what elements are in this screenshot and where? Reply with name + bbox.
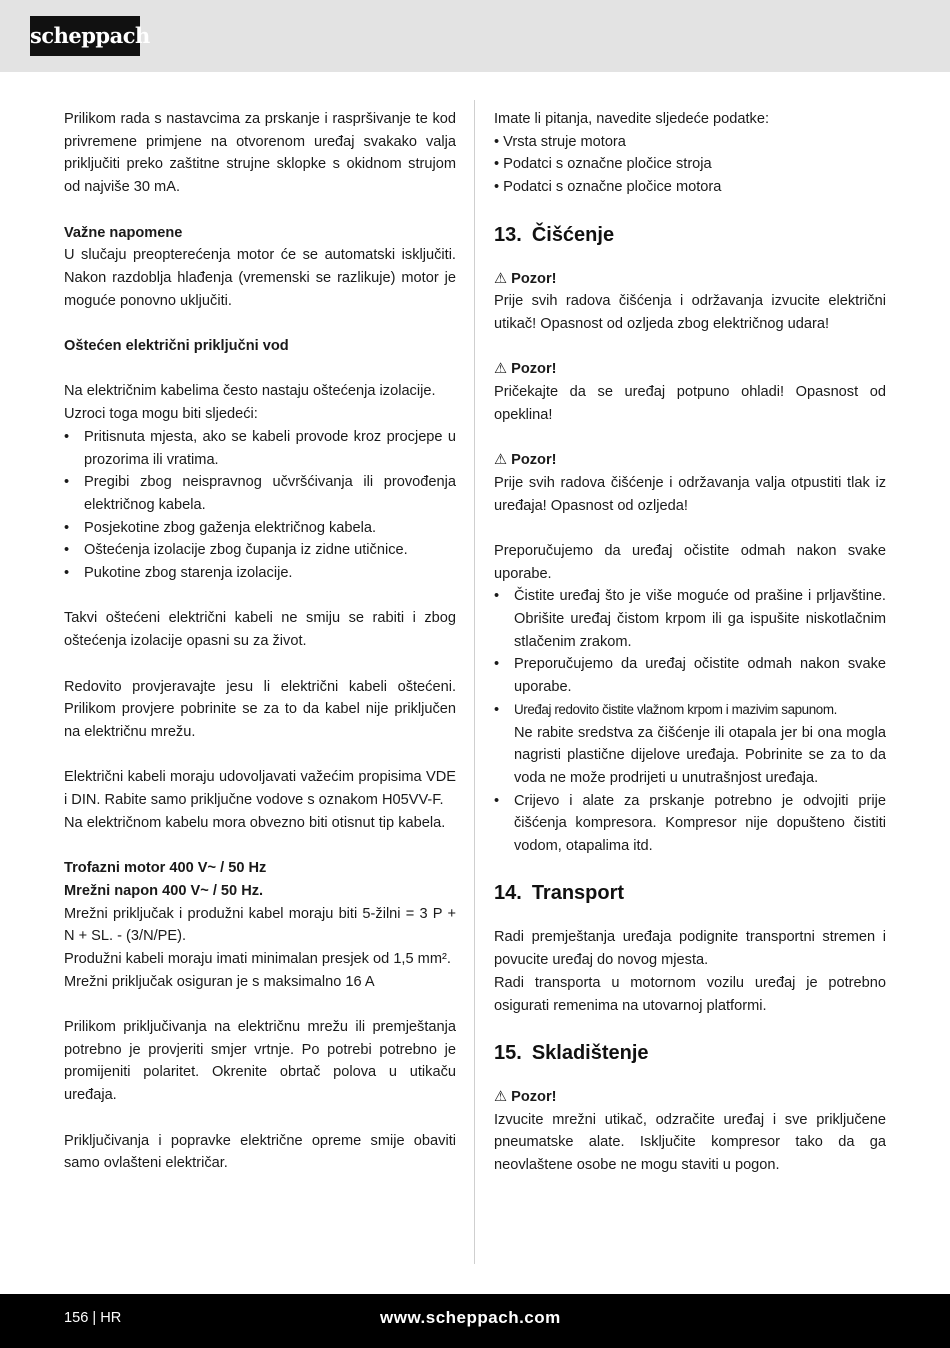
list-item: • Podatci s označne pločice stroja bbox=[494, 156, 712, 173]
warning-label: ⚠ Pozor! bbox=[494, 358, 886, 381]
section-title: Čišćenje bbox=[531, 223, 615, 246]
warning-label: ⚠ Pozor! bbox=[494, 449, 886, 472]
list-item: • Crijevo i alate za prskanje potrebno je odvojiti prije čišćenja kompresora. Kompresor nije dopušteno čistiti vodom, otapalima itd. bbox=[494, 790, 886, 858]
questions-list bbox=[494, 131, 886, 199]
causes-list bbox=[64, 426, 456, 585]
warning-block bbox=[494, 358, 886, 426]
website-link[interactable]: www.scheppach.com bbox=[380, 1308, 561, 1327]
right-column bbox=[494, 108, 886, 1177]
section-number: 15. bbox=[494, 1041, 522, 1064]
section-14-heading bbox=[494, 880, 886, 906]
mains-line-1: Mrežni priključak i produžni kabel moraju biti 5-žilni = 3 P + N + SL. - (3/N/PE). bbox=[64, 905, 456, 945]
warning-text: Izvucite mrežni utikač, odzračite uređaj i sve priključene pneumatske alate. Isključite kompresor tako da ga neovlaštene osobe ne mogu staviti u pogon. bbox=[494, 1111, 886, 1174]
warning-block bbox=[494, 449, 886, 517]
warning-triangle-icon: ⚠ bbox=[494, 361, 508, 378]
warning-triangle-icon: ⚠ bbox=[494, 452, 508, 469]
warning-label: ⚠ Pozor! bbox=[494, 1086, 886, 1109]
page-footer bbox=[0, 1294, 950, 1348]
section-title: Skladištenje bbox=[531, 1041, 649, 1064]
damaged-cable-text: Na električnim kabelima često nastaju oštećenja izolacije. bbox=[64, 383, 436, 400]
section-title: Transport bbox=[531, 882, 625, 905]
polarity-paragraph: Prilikom priključivanja na električnu mrežu ili premještanja potrebno je provjeriti smjer vrtnje. Po potrebi potrebno je promijeniti polaritet. Okrenite obrtač polova u utikaču uređaja. bbox=[64, 1019, 456, 1104]
warning-block bbox=[494, 268, 886, 336]
warning-text: Pričekajte da se uređaj potpuno ohladi! Opasnost od opeklina! bbox=[494, 384, 886, 423]
warning-text: Prije svih radova čišćenje i održavanja valja otpustiti tlak iz uređaja! Opasnost od ozljeda! bbox=[494, 474, 886, 514]
page-number: 156 | HR bbox=[64, 1310, 122, 1326]
list-item: • Podatci s označne pločice motora bbox=[494, 179, 722, 196]
section-13-heading bbox=[494, 222, 886, 248]
important-notes-title: Važne napomene bbox=[64, 224, 183, 241]
scheppach-logo: scheppach bbox=[30, 16, 140, 56]
page-header bbox=[0, 0, 950, 72]
mains-title: Mrežni napon 400 V~ / 50 Hz. bbox=[64, 882, 264, 899]
mains-line-3: Mrežni priključak osiguran je s maksimalno 16 A bbox=[64, 973, 375, 990]
section-15-heading bbox=[494, 1040, 886, 1066]
causes-intro: Uzroci toga mogu biti sljedeći: bbox=[64, 406, 258, 423]
transport-paragraph-1: Radi premještanja uređaja podignite transportni stremen i povucite uređaj do novog mjesta. bbox=[494, 929, 886, 969]
section-number: 14. bbox=[494, 882, 522, 905]
list-item: • Preporučujemo da uređaj očistite odmah nakon svake uporabe. bbox=[494, 653, 886, 698]
warning-label: ⚠ Pozor! bbox=[494, 268, 886, 291]
list-item: • Pregibi zbog neispravnog učvršćivanja ili provođenja električnog kabela. bbox=[64, 471, 456, 516]
intro-paragraph: Prilikom rada s nastavcima za prskanje i raspršivanje te kod privremene primjene na otvorenom uređaj svakako valja priključiti preko zaštitne strujne sklopke s okidnom strujom od najviše 30 mA. bbox=[64, 111, 456, 196]
list-item: • Pukotine zbog starenja izolacije. bbox=[64, 562, 456, 585]
list-item: • Uređaj redovito čistite vlažnom krpom i mazivim sapunom. Ne rabite sredstva za čišćenje ili otapala jer bi ona mogla nagristi plastične dijelove uređaja. Pobrinite se za to da voda ne može prodrijeti u unutrašnjost uređaja. bbox=[494, 699, 886, 790]
three-phase-title: Trofazni motor 400 V~ / 50 Hz bbox=[64, 860, 267, 877]
warning-block bbox=[494, 1086, 886, 1177]
warning-triangle-icon: ⚠ bbox=[494, 1088, 508, 1105]
list-item: • Čistite uređaj što je više moguće od prašine i prljavštine. Obrišite uređaj čistom krpom ili ga ispušite niskotlačnim stlačenim zrakom. bbox=[494, 585, 886, 653]
cleaning-list bbox=[494, 585, 886, 857]
cleaning-recommend: Preporučujemo da uređaj očistite odmah nakon svake uporabe. bbox=[494, 542, 886, 582]
check-paragraph: Redovito provjeravajte jesu li električni kabeli oštećeni. Prilikom provjere pobrinite se za to da kabel nije priključen na električnu mrežu. bbox=[64, 678, 456, 740]
questions-intro: Imate li pitanja, navedite sljedeće podatke: bbox=[494, 111, 770, 127]
three-phase-block bbox=[64, 857, 456, 993]
electrician-paragraph: Priključivanja i popravke električne opreme smije obaviti samo ovlašteni električar. bbox=[64, 1132, 456, 1172]
column-divider bbox=[474, 100, 475, 1264]
left-column bbox=[64, 108, 456, 1175]
list-item: • Oštećenja izolacije zbog čupanja iz zidne utičnice. bbox=[64, 539, 456, 562]
danger-paragraph: Takvi oštećeni električni kabeli ne smiju se rabiti i zbog oštećenja izolacije opasni su za život. bbox=[64, 610, 456, 650]
section-number: 13. bbox=[494, 223, 522, 246]
damaged-cable-title: Oštećen električni priključni vod bbox=[64, 338, 289, 354]
cable-type-paragraph: Na električnom kabelu mora obvezno biti otisnut tip kabela. bbox=[64, 814, 446, 831]
list-item: • Posjekotine zbog gaženja električnog kabela. bbox=[64, 517, 456, 540]
list-item: • Pritisnuta mjesta, ako se kabeli provode kroz procjepe u prozorima ili vratima. bbox=[64, 426, 456, 471]
vde-paragraph: Električni kabeli moraju udovoljavati važećim propisima VDE i DIN. Rabite samo priključne vodove s oznakom H05VV-F. bbox=[64, 769, 456, 808]
mains-line-2: Produžni kabeli moraju imati minimalan presjek od 1,5 mm². bbox=[64, 950, 451, 967]
important-notes-text: U slučaju preopterećenja motor će se automatski isključiti. Nakon razdoblja hlađenja (vremenski se razlikuje) motor je moguće ponovno uključiti. bbox=[64, 247, 456, 309]
important-notes bbox=[64, 222, 456, 313]
transport-paragraph-2: Radi transporta u motornom vozilu uređaj je potrebno osigurati remenima na utovarnoj platformi. bbox=[494, 974, 886, 1014]
warning-text: Prije svih radova čišćenja i održavanja izvucite električni utikač! Opasnost od ozljeda zbog električnog udara! bbox=[494, 293, 886, 332]
list-item: • Vrsta struje motora bbox=[494, 133, 626, 150]
warning-triangle-icon: ⚠ bbox=[494, 270, 508, 287]
